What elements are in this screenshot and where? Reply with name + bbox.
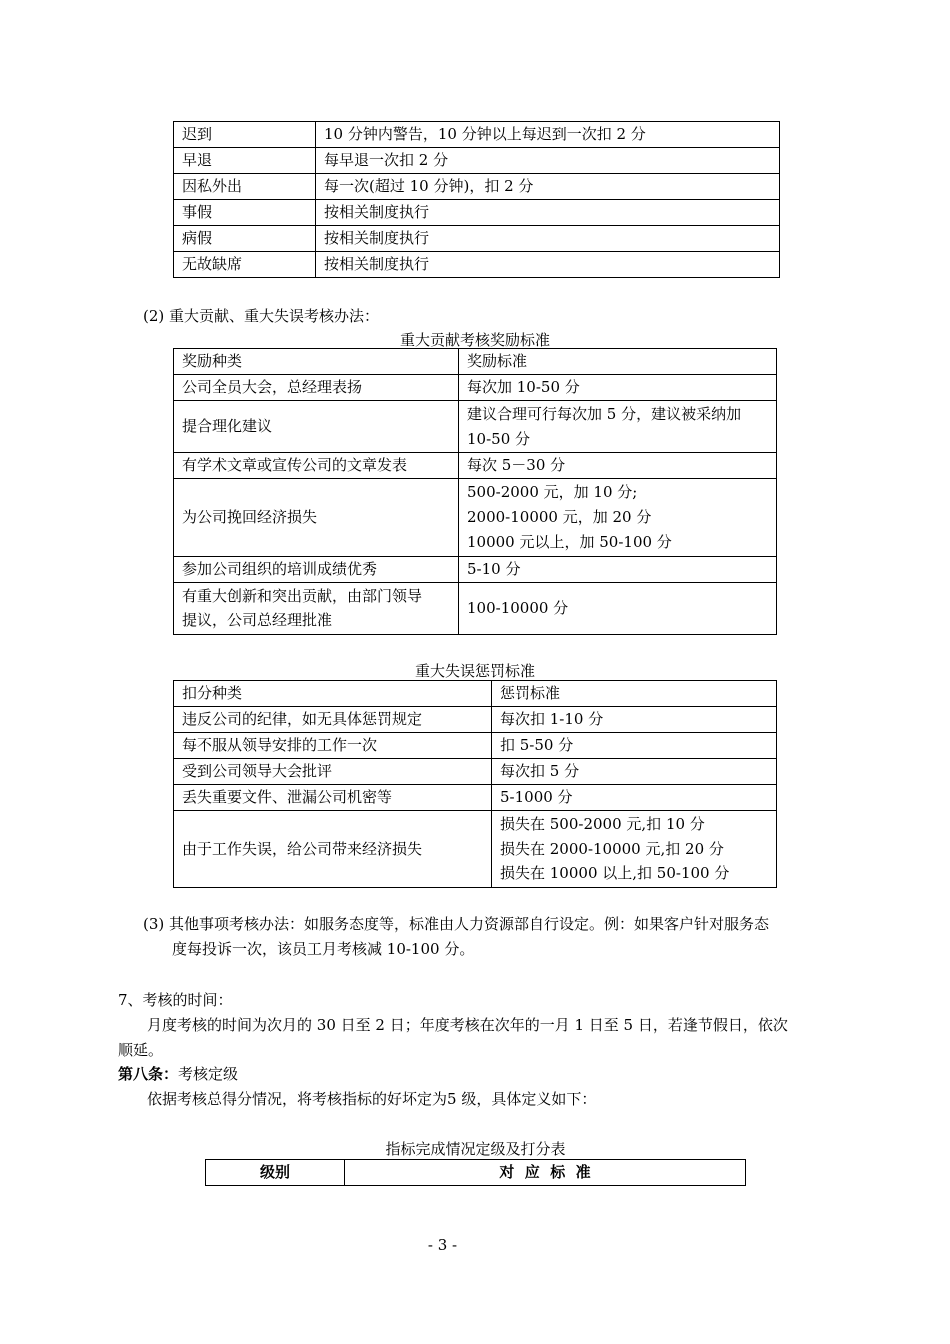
table-row: 为公司挽回经济损失 500-2000 元，加 10 分; 2000-10000 元，加 20 分 10000 元以上，加 50-100 分: [174, 479, 777, 556]
table-row: 病假 按相关制度执行: [174, 226, 780, 252]
table-row: 有重大创新和突出贡献，由部门领导 提议，公司总经理批准 100-10000 分: [174, 582, 777, 634]
table-row: 有学术文章或宣传公司的文章发表 每次 5－30 分: [174, 453, 777, 479]
table-row: 无故缺席 按相关制度执行: [174, 252, 780, 278]
reward-table: [173, 348, 777, 635]
reward-table-caption: 重大贡献考核奖励标准: [399, 331, 550, 349]
table-header-row: 奖励种类 奖励标准: [174, 349, 777, 375]
page-number: - 3 -: [427, 1236, 458, 1254]
attendance-table: [173, 121, 780, 278]
section-7-heading: 7、考核的时间：: [118, 991, 233, 1009]
section-7-line-2: 顺延。: [118, 1041, 164, 1059]
table-header-row: 级别 对 应 标 准: [206, 1160, 746, 1186]
article-8-heading: [118, 1063, 238, 1084]
table-row: 提合理化建议 建议合理可行每次加 5 分，建议被采纳加 10-50 分: [174, 401, 777, 453]
table-header-row: 扣分种类 惩罚标准: [174, 681, 777, 707]
penalty-table-caption: 重大失误惩罚标准: [414, 662, 535, 680]
section-7-line-1: 月度考核的时间为次月的 30 日至 2 日；年度考核在次年的一月 1 日至 5 日，若逢节假日，依次: [147, 1016, 788, 1034]
article-8-label: 第八条：: [118, 1065, 179, 1083]
article-8-title: 考核定级: [178, 1065, 239, 1083]
penalty-table: [173, 680, 777, 888]
table-row: 受到公司领导大会批评 每次扣 5 分: [174, 759, 777, 785]
section-3-line-2: 度每投诉一次，该员工月考核减 10-100 分。: [172, 940, 475, 958]
grade-table-caption: 指标完成情况定级及打分表: [385, 1140, 566, 1158]
section-2-heading: (2) 重大贡献、重大失误考核办法：: [143, 307, 380, 325]
section-3-line-1: (3) 其他事项考核办法：如服务态度等，标准由人力资源部自行设定。例：如果客户针对服务态: [143, 915, 770, 933]
table-row: 丢失重要文件、泄漏公司机密等 5-1000 分: [174, 785, 777, 811]
table-row: 每不服从领导安排的工作一次 扣 5-50 分: [174, 733, 777, 759]
table-row: 早退 每早退一次扣 2 分: [174, 148, 780, 174]
table-row: 由于工作失误，给公司带来经济损失 损失在 500-2000 元,扣 10 分 损失在 2000-10000 元,扣 20 分 损失在 10000 以上,扣 50-100 分: [174, 811, 777, 888]
grade-table: [205, 1159, 746, 1186]
table-row: 因私外出 每一次(超过 10 分钟)，扣 2 分: [174, 174, 780, 200]
table-row: 迟到 10 分钟内警告，10 分钟以上每迟到一次扣 2 分: [174, 122, 780, 148]
table-row: 公司全员大会，总经理表扬 每次加 10-50 分: [174, 375, 777, 401]
table-row: 参加公司组织的培训成绩优秀 5-10 分: [174, 556, 777, 582]
article-8-intro: 依据考核总得分情况，将考核指标的好坏定为5 级，具体定义如下：: [147, 1090, 597, 1108]
table-row: 事假 按相关制度执行: [174, 200, 780, 226]
table-row: 违反公司的纪律，如无具体惩罚规定 每次扣 1-10 分: [174, 707, 777, 733]
